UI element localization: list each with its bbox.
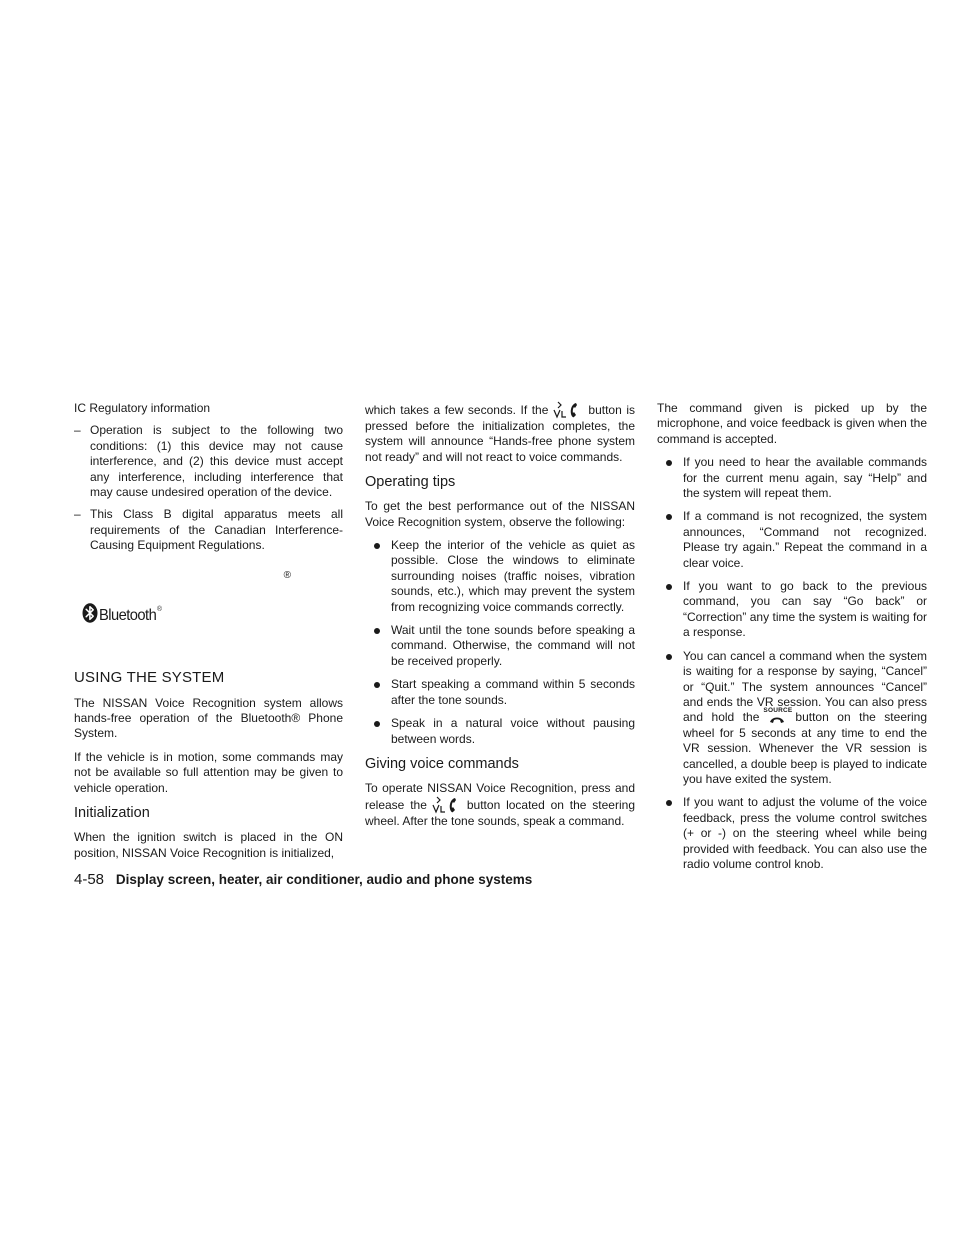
- section-title: USING THE SYSTEM: [74, 668, 225, 686]
- paragraph: If the vehicle is in motion, some commands may not be available so full attention may be given to vehicle operation.: [74, 749, 343, 795]
- list-item-text: If you want to go back to the previous command, you can say “Go back” or “Correction” any time the system is waiting for a response.: [683, 579, 927, 640]
- ic-regulatory-label: IC Regulatory information: [74, 401, 211, 415]
- bluetooth-icon: [82, 603, 98, 623]
- list-item: [365, 677, 635, 708]
- paragraph: which takes a few seconds. If the button is pressed before the initialization completes, the system will announce “Hands-free phone system not ready” and will not react to voice commands.: [365, 403, 635, 464]
- paragraph: When the ignition switch is placed in the ON position, NISSAN Voice Recognition is initialized,: [74, 830, 343, 860]
- subsection-title: Initialization: [74, 805, 150, 822]
- dash-mark: –: [74, 423, 81, 438]
- list-item-text: If a command is not recognized, the system announces, “Command not recognized. Please try again.” Repeat the command in a clear voice.: [683, 509, 927, 570]
- list-item-text: Wait until the tone sounds before speaking a command. Otherwise, the command will not be received properly.: [391, 623, 635, 668]
- list-item: [657, 579, 927, 641]
- subsection-title: Operating tips: [365, 474, 456, 491]
- list-item-text: Start speaking a command within 5 seconds after the tone sounds.: [391, 677, 635, 707]
- list-item-text: This Class B digital apparatus meets all requirements of the Canadian Interference-Causing Equipment Regulations.: [90, 507, 343, 553]
- footer-title: Display screen, heater, air conditioner, audio and phone systems: [115, 872, 533, 887]
- list-item: [657, 649, 927, 788]
- registered-mark: ®: [283, 569, 291, 581]
- column-right: [657, 401, 927, 880]
- bullet-dot: [666, 514, 672, 520]
- list-item-text: Speak in a natural voice without pausing between words.: [391, 716, 635, 746]
- list-item: [657, 455, 927, 501]
- column-middle: [365, 401, 635, 838]
- list-item: [365, 538, 635, 615]
- bluetooth-logo: [82, 602, 343, 624]
- list-item-text: You can cancel a command when the system is waiting for a response by saying, “Cancel” or “Quit.” The system announces “Cancel” and ends the VR session. You can also press and hold the SOURCE button on the steering wheel for 5 seconds at any time to end the VR session. Whenever the VR session is cancelled, a double beep is played to indicate you have exited the system.: [683, 648, 927, 786]
- list-item-text: If you need to hear the available commands for the current menu again, say “Help” and the system will repeat them.: [683, 455, 927, 501]
- paragraph: The command given is picked up by the microphone, and voice feedback is given when the command is accepted.: [657, 401, 927, 446]
- paragraph: To operate NISSAN Voice Recognition, press and release the button located on the steering wheel. After the tone sounds, speak a command.: [365, 780, 635, 829]
- bullet-dot: [666, 584, 672, 590]
- list-item-text: Keep the interior of the vehicle as quiet as possible. Close the windows to eliminate surrounding noises (traffic noises, vibration sounds, etc.), which may prevent the system from recognizing voice commands correctly.: [391, 538, 635, 614]
- column-left: [74, 401, 343, 869]
- list-item-text: Operation is subject to the following two conditions: (1) this device may not cause interference, and (2) this device must accept any interference, including interference that may cause undesired operation of the device.: [90, 423, 343, 500]
- bullet-dot: [666, 800, 672, 806]
- subsection-title: Giving voice commands: [365, 755, 519, 772]
- paragraph: To get the best performance out of the NISSAN Voice Recognition system, observe the following:: [365, 499, 635, 529]
- page-number: 4-58: [74, 871, 105, 888]
- bluetooth-wordmark: Bluetooth®: [99, 605, 162, 624]
- list-item: [365, 623, 635, 669]
- paragraph: The NISSAN Voice Recognition system allows hands-free operation of the Bluetooth® Phone System.: [74, 695, 343, 741]
- bullet-dot: [374, 628, 380, 634]
- voice-phone-icon: [552, 401, 584, 419]
- list-item: [657, 509, 927, 571]
- bullet-dot: [666, 654, 672, 660]
- bullet-dot: [374, 543, 380, 549]
- list-item: [365, 716, 635, 747]
- bullet-dot: [374, 721, 380, 727]
- list-item: [657, 795, 927, 872]
- bullet-dot: [374, 682, 380, 688]
- page-footer: [74, 870, 934, 889]
- source-phone-icon: SOURCE: [763, 710, 791, 724]
- bullet-dot: [666, 460, 672, 466]
- list-item-text: If you want to adjust the volume of the voice feedback, press the volume control switches (+ or -) on the steering wheel while being provided with feedback. You can also use the radio volume control knob.: [683, 795, 927, 871]
- voice-phone-icon: [431, 796, 463, 814]
- list-item: [74, 507, 343, 553]
- dash-mark: –: [74, 507, 81, 522]
- list-item: [74, 423, 343, 500]
